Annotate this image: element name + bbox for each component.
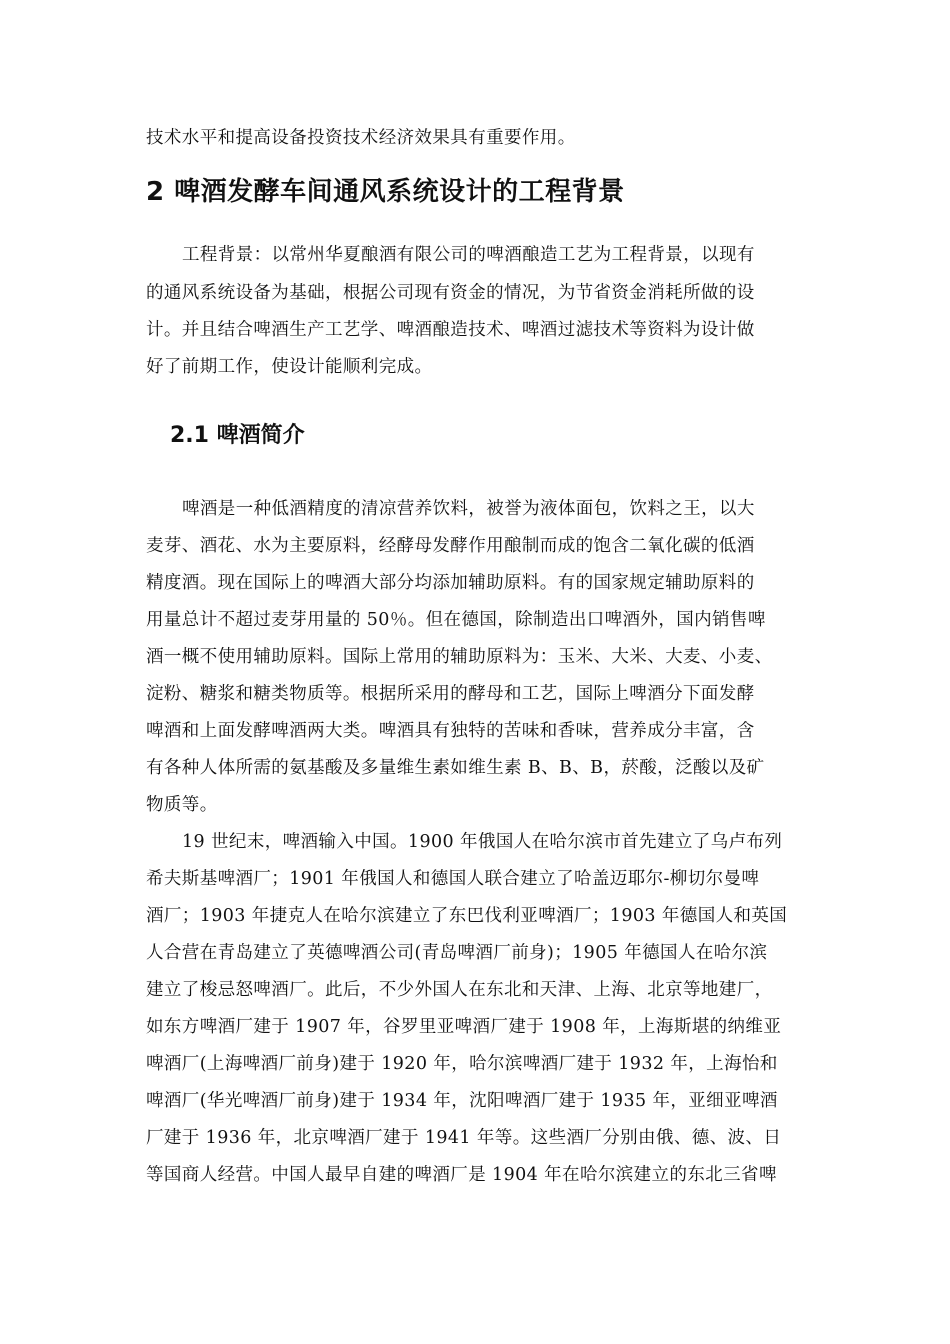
paragraph1-text-line: 啤酒是一种低酒精度的清凉营养饮料，被誉为液体面包，饮料之王，以大 (182, 499, 755, 519)
paragraph2-text-line: 酒厂；1903 年捷克人在哈尔滨建立了东巴伐利亚啤酒厂；1903 年德国人和英国 (146, 906, 788, 926)
paragraph2-text-line: 等国商人经营。中国人最早自建的啤酒厂是 1904 年在哈尔滨建立的东北三省啤 (146, 1165, 777, 1185)
paragraph1-text-line: 有各种人体所需的氨基酸及多量维生素如维生素 B、B、B，菸酸，泛酸以及矿 (146, 758, 765, 778)
background-text-line: 的通风系统设备为基础，根据公司现有资金的情况，为节省资金消耗所做的设 (146, 283, 755, 303)
paragraph1-text-line: 酒一概不使用辅助原料。国际上常用的辅助原料为：玉米、大米、大麦、小麦、 (146, 647, 773, 667)
intro-text-line: 技术水平和提高设备投资技术经济效果具有重要作用。 (146, 128, 576, 148)
background-text-line: 工程背景：以常州华夏酿酒有限公司的啤酒酿造工艺为工程背景，以现有 (182, 245, 755, 265)
paragraph2-text-line: 厂建于 1936 年，北京啤酒厂建于 1941 年等。这些酒厂分别由俄、德、波、日 (146, 1128, 782, 1148)
paragraph1-text-line: 麦芽、酒花、水为主要原料，经酵母发酵作用酿制而成的饱含二氧化碳的低酒 (146, 536, 755, 556)
paragraph2-text-line: 啤酒厂(上海啤酒厂前身)建于 1920 年，哈尔滨啤酒厂建于 1932 年，上海怡和 (146, 1054, 778, 1074)
paragraph1-text-line: 用量总计不超过麦芽用量的 50％。但在德国，除制造出口啤酒外，国内销售啤 (146, 610, 766, 630)
background-text-line: 好了前期工作，使设计能顺利完成。 (146, 357, 433, 377)
section-heading: 2 啤酒发酵车间通风系统设计的工程背景 (146, 177, 625, 207)
paragraph2-text-line: 建立了梭忌怒啤酒厂。此后，不少外国人在东北和天津、上海、北京等地建厂， (146, 980, 773, 1000)
paragraph1-text-line: 物质等。 (146, 795, 218, 815)
paragraph2-text-line: 希夫斯基啤酒厂；1901 年俄国人和德国人联合建立了哈盖迈耶尔-柳切尔曼啤 (146, 869, 760, 889)
paragraph2-text-line: 啤酒厂(华光啤酒厂前身)建于 1934 年，沈阳啤酒厂建于 1935 年，亚细亚啤酒 (146, 1091, 778, 1111)
paragraph1-text-line: 精度酒。现在国际上的啤酒大部分均添加辅助原料。有的国家规定辅助原料的 (146, 573, 755, 593)
paragraph1-text-line: 淀粉、糖浆和糖类物质等。根据所采用的酵母和工艺，国际上啤酒分下面发酵 (146, 684, 755, 704)
paragraph2-text-line: 19 世纪末，啤酒输入中国。1900 年俄国人在哈尔滨市首先建立了乌卢布列 (182, 832, 783, 852)
paragraph1-text-line: 啤酒和上面发酵啤酒两大类。啤酒具有独特的苦味和香味，营养成分丰富，含 (146, 721, 755, 741)
paragraph2-text-line: 如东方啤酒厂建于 1907 年，谷罗里亚啤酒厂建于 1908 年，上海斯堪的纳维亚 (146, 1017, 782, 1037)
background-text-line: 计。并且结合啤酒生产工艺学、啤酒酿造技术、啤酒过滤技术等资料为设计做 (146, 320, 755, 340)
subsection-heading: 2.1 啤酒简介 (170, 423, 305, 448)
paragraph2-text-line: 人合营在青岛建立了英德啤酒公司(青岛啤酒厂前身)；1905 年德国人在哈尔滨 (146, 943, 768, 963)
